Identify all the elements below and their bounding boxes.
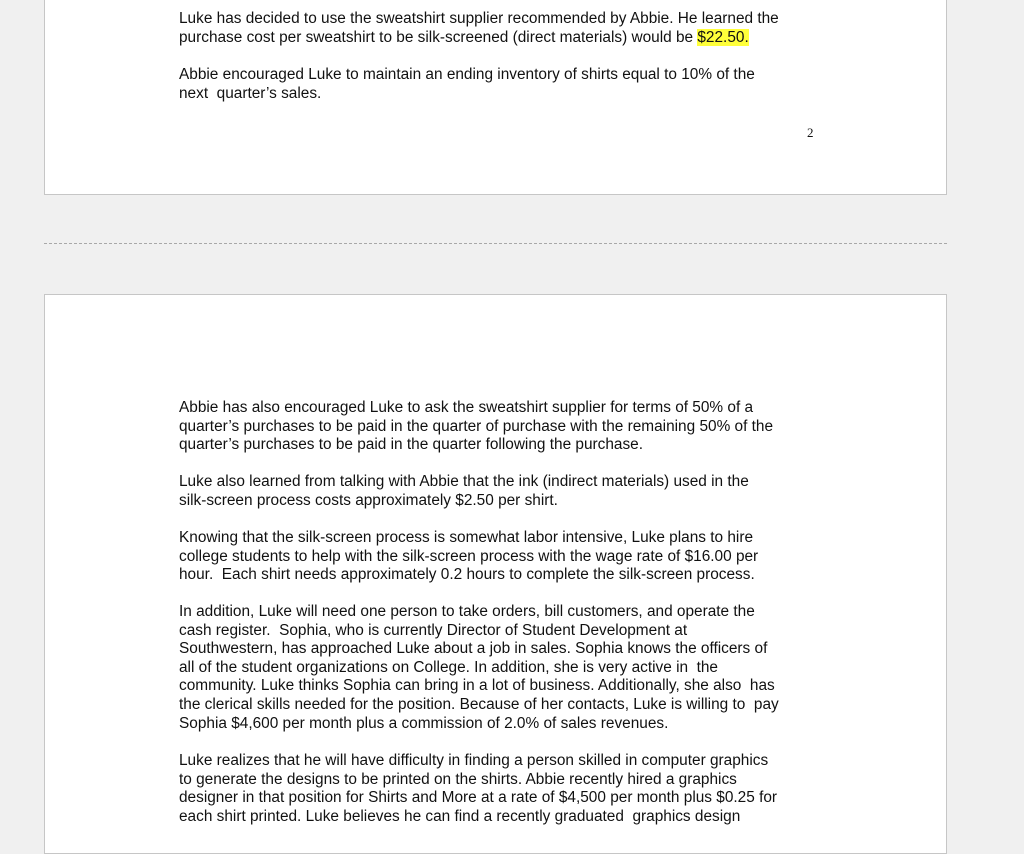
page-break-divider xyxy=(44,243,947,244)
paragraph-ink-cost: Luke also learned from talking with Abbie that the ink (indirect materials) used in the silk-screen process costs approximately $2.50 per shirt. xyxy=(179,473,749,509)
paragraph-supplier-cost-text: Luke has decided to use the sweatshirt supplier recommended by Abbie. He learned the purchase cost per sweatshirt to be silk-screened (direct materials) would be xyxy=(179,10,779,46)
highlighted-cost: $22.50. xyxy=(697,28,749,46)
paragraph-supplier-cost xyxy=(179,10,819,47)
paragraph-ending-inventory: Abbie encouraged Luke to maintain an ending inventory of shirts equal to 10% of the next quarter’s sales. xyxy=(179,66,755,102)
paragraph-graphics-designer: Luke realizes that he will have difficulty in finding a person skilled in computer graphics to generate the designs to be printed on the shirts. Abbie recently hired a graphics designer in that position for Shirts and More at a rate of $4,500 per month plus $0.25 for each shirt printed. Luke believes he can find a recently graduated graphics design xyxy=(179,752,778,825)
paragraph-payment-terms: Abbie has also encouraged Luke to ask the sweatshirt supplier for terms of 50% of a quarter’s purchases to be paid in the quarter of purchase with the remaining 50% of the quarter’s purchases to be paid in the quarter following the purchase. xyxy=(179,399,774,454)
paragraph-labor: Knowing that the silk-screen process is somewhat labor intensive, Luke plans to hire college students to help with the silk-screen process with the wage rate of $16.00 per hour. Each shirt needs approximately 0.2 hours to complete the silk-screen process. xyxy=(179,529,759,584)
document-page-1 xyxy=(44,0,947,195)
page-number: 2 xyxy=(807,125,814,140)
paragraph-sales-person: In addition, Luke will need one person to take orders, bill customers, and operate the cash register. Sophia, who is currently Director of Student Development at Southwestern, has approached Luke about a job in sales. Sophia knows the officers of all of the student organizations on College. In addition, she is very active in the community. Luke thinks Sophia can bring in a lot of business. Additionally, she also has the clerical skills needed for the position. Because of her contacts, Luke is willing to pay Sophia $4,600 per month plus a commission of 2.0% of sales revenues. xyxy=(179,603,779,732)
document-page-2 xyxy=(44,294,947,854)
